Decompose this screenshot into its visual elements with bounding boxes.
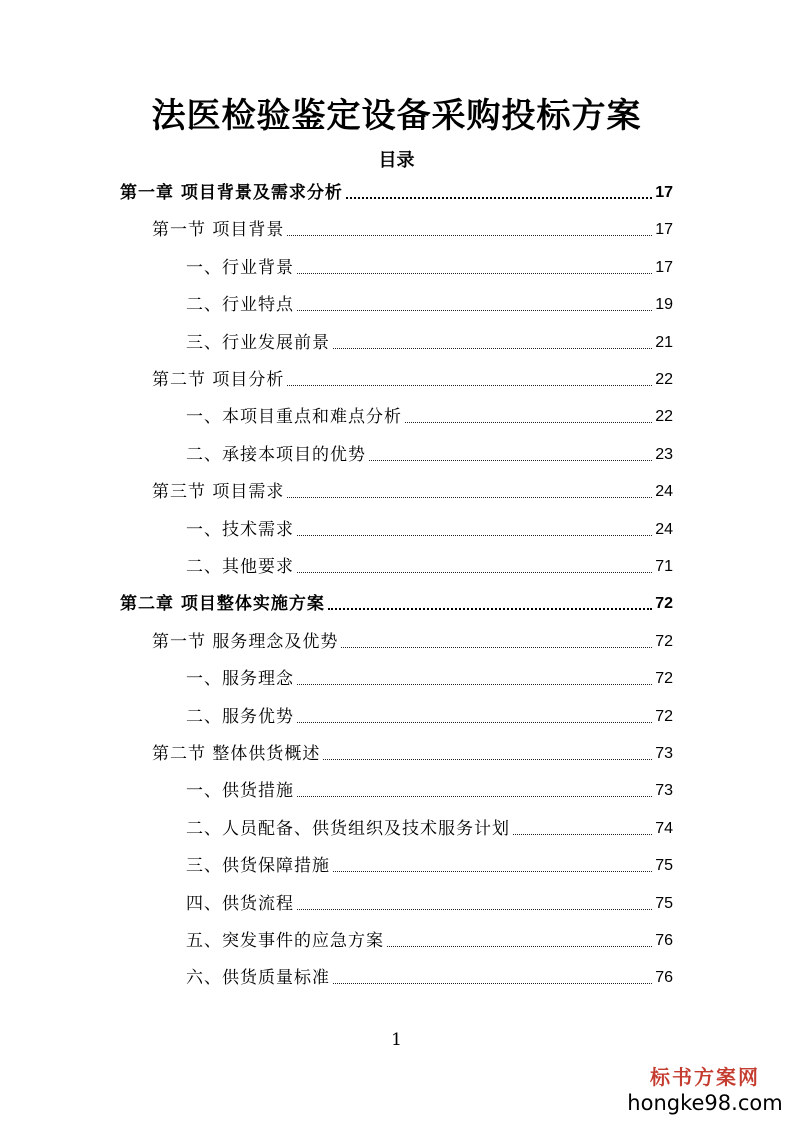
toc-entry-level-2[interactable] bbox=[152, 737, 673, 767]
toc-entry-page: 74 bbox=[655, 819, 673, 837]
toc-dot-leader bbox=[328, 608, 652, 610]
toc-entry-label: 一、供货措施 bbox=[186, 781, 294, 802]
toc-entry-level-3[interactable] bbox=[186, 849, 673, 879]
toc-entry-page: 21 bbox=[655, 333, 673, 351]
toc-entry-level-3[interactable] bbox=[186, 438, 673, 468]
toc-entry-page: 22 bbox=[655, 371, 673, 388]
toc-entry-label: 第一节 项目背景 bbox=[152, 220, 285, 241]
toc-dot-leader bbox=[405, 422, 652, 423]
toc-entry-label: 一、本项目重点和难点分析 bbox=[186, 407, 402, 428]
toc-dot-leader bbox=[287, 385, 652, 386]
toc-entry-level-3[interactable] bbox=[186, 774, 673, 804]
toc-entry-level-2[interactable] bbox=[152, 213, 673, 243]
toc-entry-page: 73 bbox=[655, 782, 673, 800]
toc-dot-leader bbox=[346, 197, 652, 199]
toc-entry-page: 23 bbox=[655, 445, 673, 463]
toc-entry-page: 17 bbox=[655, 258, 673, 276]
toc-dot-leader bbox=[297, 535, 652, 536]
toc-dot-leader bbox=[341, 647, 652, 648]
toc-entry-page: 73 bbox=[655, 745, 673, 762]
toc-entry-label: 二、行业特点 bbox=[186, 295, 294, 316]
toc-entry-page: 22 bbox=[655, 408, 673, 426]
watermark-site-name: 标书方案网 bbox=[650, 1065, 760, 1089]
toc-entry-label: 三、行业发展前景 bbox=[186, 332, 330, 353]
toc-entry-level-3[interactable] bbox=[186, 961, 673, 991]
toc-dot-leader bbox=[333, 871, 652, 872]
toc-entry-level-3[interactable] bbox=[186, 812, 673, 842]
toc-dot-leader bbox=[369, 460, 652, 461]
toc-dot-leader bbox=[297, 684, 652, 685]
toc-entry-label: 一、行业背景 bbox=[186, 257, 294, 278]
toc-entry-level-3[interactable] bbox=[186, 513, 673, 543]
toc-dot-leader bbox=[297, 796, 652, 797]
toc-dot-leader bbox=[387, 946, 652, 947]
toc-entry-page: 72 bbox=[655, 632, 673, 650]
toc-entry-level-2[interactable] bbox=[152, 363, 673, 393]
toc-entry-level-3[interactable] bbox=[186, 924, 673, 954]
toc-entry-level-3[interactable] bbox=[186, 887, 673, 917]
toc-entry-level-3[interactable] bbox=[186, 700, 673, 730]
toc-entry-level-1[interactable] bbox=[120, 176, 673, 206]
toc-entry-label: 第二章 项目整体实施方案 bbox=[120, 594, 325, 615]
toc-entry-label: 二、人员配备、供货组织及技术服务计划 bbox=[186, 818, 510, 839]
toc-entry-page: 72 bbox=[655, 670, 673, 688]
toc-entry-page: 75 bbox=[655, 894, 673, 912]
toc-dot-leader bbox=[297, 273, 652, 274]
toc-entry-level-3[interactable] bbox=[186, 251, 673, 281]
toc-entry-label: 六、供货质量标准 bbox=[186, 968, 330, 989]
toc-dot-leader bbox=[323, 759, 652, 760]
toc-dot-leader bbox=[297, 909, 652, 910]
toc-dot-leader bbox=[297, 572, 652, 573]
toc-entry-page: 24 bbox=[655, 483, 673, 501]
toc-dot-leader bbox=[297, 310, 652, 311]
toc-entry-label: 第三节 项目需求 bbox=[152, 482, 285, 503]
toc-entry-level-3[interactable] bbox=[186, 550, 673, 580]
toc-dot-leader bbox=[333, 348, 652, 349]
toc-entry-page: 17 bbox=[655, 184, 673, 201]
toc-entry-level-3[interactable] bbox=[186, 400, 673, 430]
watermark-logo bbox=[625, 1064, 785, 1116]
toc-heading: 目录 bbox=[378, 150, 415, 171]
toc-entry-label: 二、其他要求 bbox=[186, 557, 294, 577]
toc-dot-leader bbox=[287, 235, 652, 236]
toc-entry-level-2[interactable] bbox=[152, 475, 673, 505]
toc-entry-page: 72 bbox=[655, 595, 673, 613]
toc-entry-page: 71 bbox=[655, 558, 673, 575]
toc-entry-label: 二、服务优势 bbox=[186, 706, 294, 727]
toc-entry-page: 24 bbox=[655, 520, 673, 538]
toc-entry-level-1[interactable] bbox=[120, 587, 673, 617]
toc-entry-label: 一、服务理念 bbox=[186, 669, 294, 690]
toc-entry-label: 第一章 项目背景及需求分析 bbox=[120, 183, 343, 203]
toc-entry-label: 第二节 整体供货概述 bbox=[152, 744, 321, 764]
toc-entry-label: 一、技术需求 bbox=[186, 519, 294, 540]
toc-entry-level-3[interactable] bbox=[186, 288, 673, 318]
toc-entry-label: 三、供货保障措施 bbox=[186, 856, 330, 877]
toc-entry-page: 76 bbox=[655, 932, 673, 949]
page-number: 1 bbox=[391, 1030, 402, 1050]
toc-entry-label: 五、突发事件的应急方案 bbox=[186, 931, 384, 951]
toc-entry-label: 四、供货流程 bbox=[186, 893, 294, 914]
toc-entry-page: 17 bbox=[655, 221, 673, 239]
toc-dot-leader bbox=[297, 722, 652, 723]
toc-entry-level-3[interactable] bbox=[186, 662, 673, 692]
toc-dot-leader bbox=[333, 983, 652, 984]
document-title: 法医检验鉴定设备采购投标方案 bbox=[151, 96, 642, 136]
toc-entry-level-2[interactable] bbox=[152, 625, 673, 655]
toc-entry-level-3[interactable] bbox=[186, 326, 673, 356]
toc-entry-label: 第二节 项目分析 bbox=[152, 370, 285, 390]
watermark-site-url: hongke98.com bbox=[627, 1091, 783, 1115]
toc-entry-page: 75 bbox=[655, 857, 673, 875]
toc-dot-leader bbox=[287, 497, 652, 498]
toc-entry-page: 19 bbox=[655, 296, 673, 314]
toc-entry-page: 72 bbox=[655, 707, 673, 725]
toc-entry-label: 二、承接本项目的优势 bbox=[186, 444, 366, 465]
toc-entry-label: 第一节 服务理念及优势 bbox=[152, 631, 339, 652]
toc-dot-leader bbox=[513, 834, 652, 835]
toc-entry-page: 76 bbox=[655, 969, 673, 987]
